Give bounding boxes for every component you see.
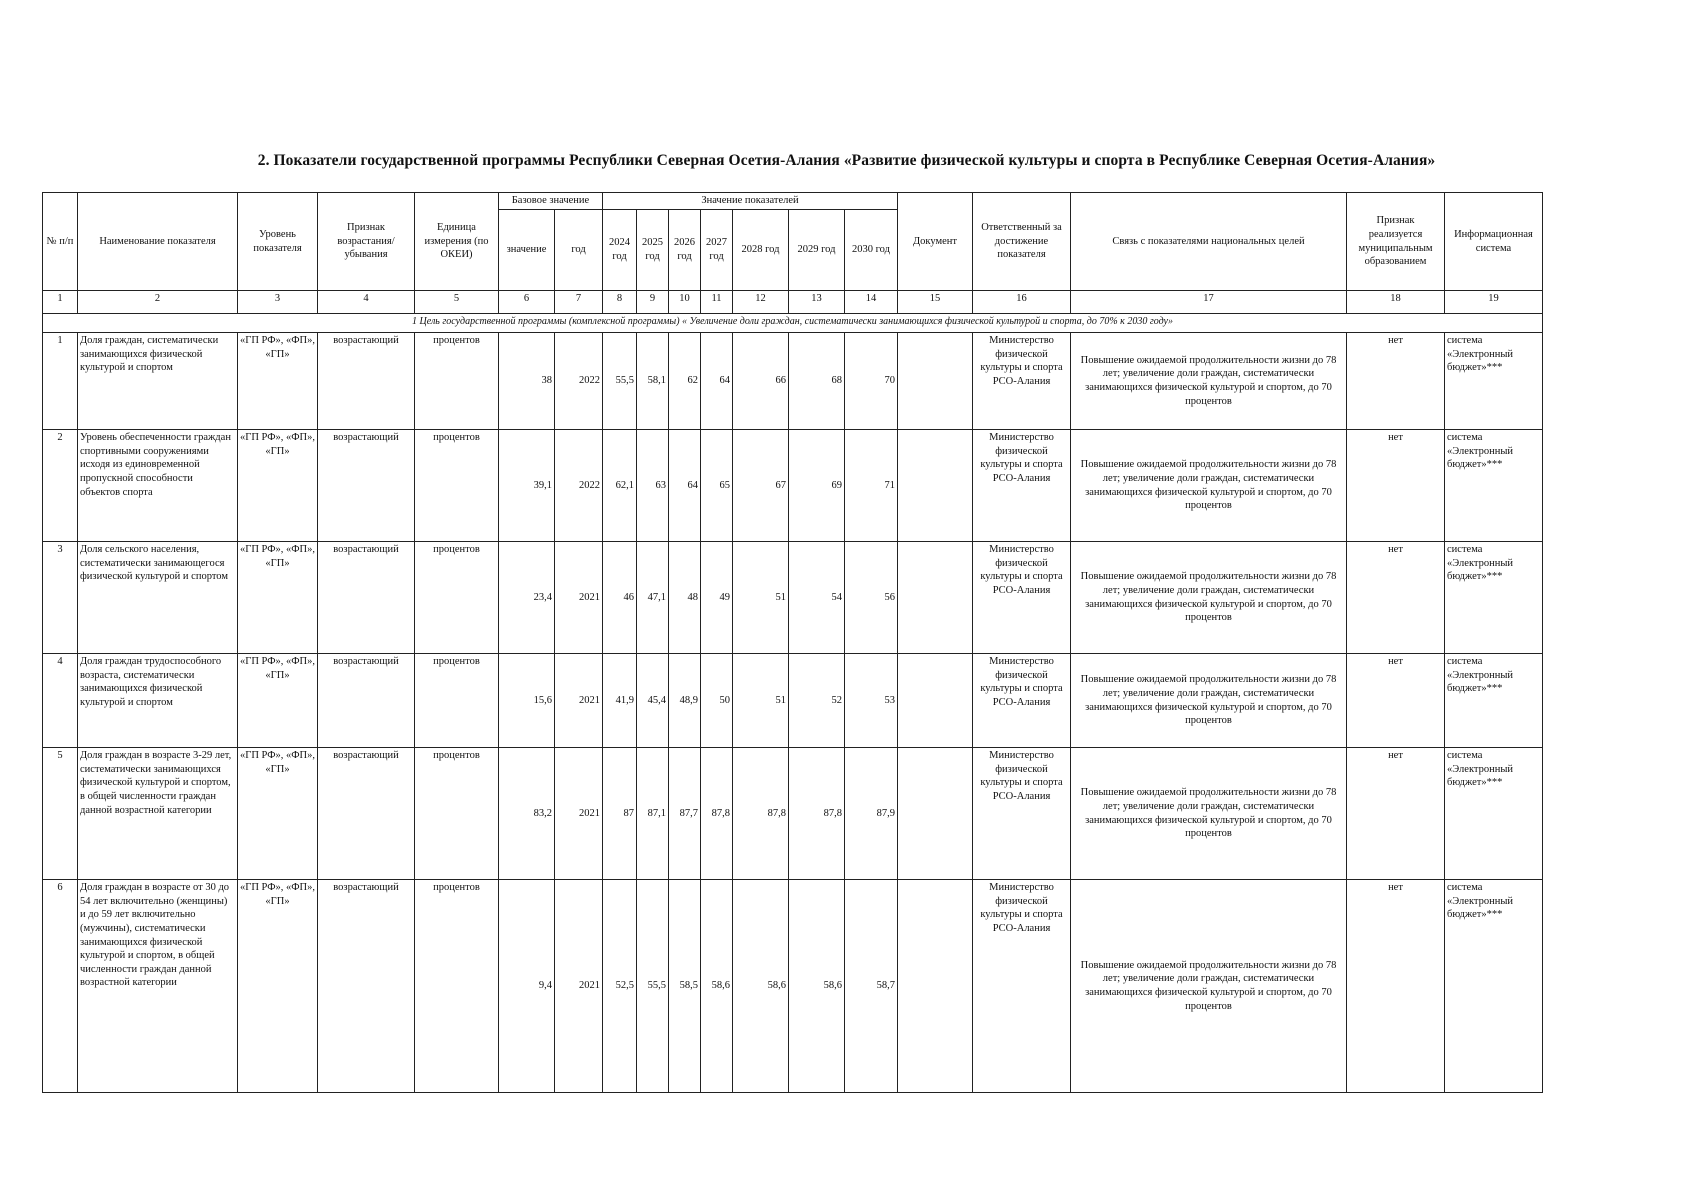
- indicator-unit: процентов: [415, 542, 499, 654]
- base-year: 2022: [555, 333, 603, 430]
- value-2029: 69: [789, 430, 845, 542]
- value-2029: 58,6: [789, 880, 845, 1093]
- document: [898, 542, 973, 654]
- indicator-unit: процентов: [415, 333, 499, 430]
- indicator-level: «ГП РФ», «ФП», «ГП»: [238, 880, 318, 1093]
- header-year-2027: 2027 год: [701, 210, 733, 291]
- row-number: 2: [43, 430, 78, 542]
- header-link: Связь с показателями национальных целей: [1071, 193, 1347, 291]
- column-number: 6: [499, 291, 555, 314]
- header-year-2025: 2025 год: [637, 210, 669, 291]
- indicator-trend: возрастающий: [318, 333, 415, 430]
- indicator-trend: возрастающий: [318, 542, 415, 654]
- national-goal-link: Повышение ожидаемой продолжительности жизни до 78 лет; увеличение доли граждан, систематически занимающихся физической культурой и спортом, до 70 процентов: [1071, 542, 1347, 654]
- value-2024: 52,5: [603, 880, 637, 1093]
- value-2026: 48,9: [669, 654, 701, 748]
- column-number: 13: [789, 291, 845, 314]
- column-number: 2: [78, 291, 238, 314]
- goal-row: [43, 314, 1543, 333]
- value-2025: 58,1: [637, 333, 669, 430]
- value-2028: 66: [733, 333, 789, 430]
- column-number: 12: [733, 291, 789, 314]
- header-year-2029: 2029 год: [789, 210, 845, 291]
- header-level: Уровень показателя: [238, 193, 318, 291]
- value-2030: 56: [845, 542, 898, 654]
- base-value: 38: [499, 333, 555, 430]
- value-2024: 62,1: [603, 430, 637, 542]
- value-2025: 45,4: [637, 654, 669, 748]
- column-number: 15: [898, 291, 973, 314]
- indicator-row: [43, 333, 1543, 430]
- header-year-2026: 2026 год: [669, 210, 701, 291]
- municipal-flag: нет: [1347, 748, 1445, 880]
- value-2029: 52: [789, 654, 845, 748]
- indicator-level: «ГП РФ», «ФП», «ГП»: [238, 542, 318, 654]
- column-number: 4: [318, 291, 415, 314]
- municipal-flag: нет: [1347, 654, 1445, 748]
- value-2030: 70: [845, 333, 898, 430]
- indicator-unit: процентов: [415, 748, 499, 880]
- header-year-2028: 2028 год: [733, 210, 789, 291]
- indicator-row: [43, 654, 1543, 748]
- value-2027: 50: [701, 654, 733, 748]
- value-2030: 58,7: [845, 880, 898, 1093]
- national-goal-link: Повышение ожидаемой продолжительности жизни до 78 лет; увеличение доли граждан, систематически занимающихся физической культурой и спортом, до 70 процентов: [1071, 333, 1347, 430]
- value-2030: 87,9: [845, 748, 898, 880]
- row-number: 4: [43, 654, 78, 748]
- indicator-row: [43, 542, 1543, 654]
- column-numbers-row: [43, 291, 1543, 314]
- column-number: 11: [701, 291, 733, 314]
- value-2028: 51: [733, 542, 789, 654]
- header-base-value: значение: [499, 210, 555, 291]
- indicator-name: Доля граждан в возрасте от 30 до 54 лет включительно (женщины) и до 59 лет включительно (мужчины), систематически занимающихся физической культурой и спортом, в общей численности граждан данной возрастной категории: [78, 880, 238, 1093]
- value-2025: 87,1: [637, 748, 669, 880]
- value-2030: 71: [845, 430, 898, 542]
- indicators-table: [42, 192, 1543, 1093]
- indicator-name: Доля граждан, систематически занимающихся физической культурой и спортом: [78, 333, 238, 430]
- indicator-name: Уровень обеспеченности граждан спортивными сооружениями исходя из единовременной пропускной способности объектов спорта: [78, 430, 238, 542]
- column-number: 5: [415, 291, 499, 314]
- value-2029: 87,8: [789, 748, 845, 880]
- national-goal-link: Повышение ожидаемой продолжительности жизни до 78 лет; увеличение доли граждан, систематически занимающихся физической культурой и спортом, до 70 процентов: [1071, 880, 1347, 1093]
- responsible-body: Министерство физической культуры и спорта РСО-Алания: [973, 880, 1071, 1093]
- indicator-unit: процентов: [415, 880, 499, 1093]
- row-number: 1: [43, 333, 78, 430]
- header-year-2024: 2024 год: [603, 210, 637, 291]
- indicator-row: [43, 880, 1543, 1093]
- row-number: 6: [43, 880, 78, 1093]
- header-municipal: Признак реализуется муниципальным образованием: [1347, 193, 1445, 291]
- value-2024: 41,9: [603, 654, 637, 748]
- indicator-level: «ГП РФ», «ФП», «ГП»: [238, 654, 318, 748]
- value-2030: 53: [845, 654, 898, 748]
- municipal-flag: нет: [1347, 542, 1445, 654]
- column-number: 3: [238, 291, 318, 314]
- indicator-level: «ГП РФ», «ФП», «ГП»: [238, 748, 318, 880]
- column-number: 8: [603, 291, 637, 314]
- base-year: 2022: [555, 430, 603, 542]
- municipal-flag: нет: [1347, 430, 1445, 542]
- value-2029: 68: [789, 333, 845, 430]
- indicator-trend: возрастающий: [318, 748, 415, 880]
- indicator-unit: процентов: [415, 430, 499, 542]
- responsible-body: Министерство физической культуры и спорта РСО-Алания: [973, 333, 1071, 430]
- base-value: 23,4: [499, 542, 555, 654]
- header-responsible: Ответственный за достижение показателя: [973, 193, 1071, 291]
- header-unit: Единица измерения (по ОКЕИ): [415, 193, 499, 291]
- information-system: система «Электронный бюджет»***: [1445, 333, 1543, 430]
- column-number: 14: [845, 291, 898, 314]
- indicator-level: «ГП РФ», «ФП», «ГП»: [238, 333, 318, 430]
- value-2026: 48: [669, 542, 701, 654]
- row-number: 5: [43, 748, 78, 880]
- base-year: 2021: [555, 542, 603, 654]
- header-base-group: Базовое значение: [499, 193, 603, 210]
- document: [898, 880, 973, 1093]
- municipal-flag: нет: [1347, 880, 1445, 1093]
- information-system: система «Электронный бюджет»***: [1445, 542, 1543, 654]
- column-number: 9: [637, 291, 669, 314]
- base-value: 9,4: [499, 880, 555, 1093]
- indicator-row: [43, 748, 1543, 880]
- document: [898, 430, 973, 542]
- indicator-name: Доля граждан в возрасте 3-29 лет, систематически занимающихся физической культурой и спортом, в общей численности граждан данной возрастной категории: [78, 748, 238, 880]
- information-system: система «Электронный бюджет»***: [1445, 880, 1543, 1093]
- header-base-year: год: [555, 210, 603, 291]
- municipal-flag: нет: [1347, 333, 1445, 430]
- header-trend: Признак возрастания/ убывания: [318, 193, 415, 291]
- table-body: [43, 291, 1543, 1093]
- header-year-2030: 2030 год: [845, 210, 898, 291]
- value-2026: 58,5: [669, 880, 701, 1093]
- value-2024: 46: [603, 542, 637, 654]
- base-year: 2021: [555, 880, 603, 1093]
- column-number: 16: [973, 291, 1071, 314]
- header-name: Наименование показателя: [78, 193, 238, 291]
- responsible-body: Министерство физической культуры и спорта РСО-Алания: [973, 542, 1071, 654]
- indicator-name: Доля граждан трудоспособного возраста, систематически занимающихся физической культурой и спортом: [78, 654, 238, 748]
- value-2028: 51: [733, 654, 789, 748]
- header-values-group: Значение показателей: [603, 193, 898, 210]
- column-number: 1: [43, 291, 78, 314]
- value-2024: 87: [603, 748, 637, 880]
- information-system: система «Электронный бюджет»***: [1445, 748, 1543, 880]
- indicator-trend: возрастающий: [318, 430, 415, 542]
- document: [898, 333, 973, 430]
- information-system: система «Электронный бюджет»***: [1445, 430, 1543, 542]
- indicator-trend: возрастающий: [318, 654, 415, 748]
- header-document: Документ: [898, 193, 973, 291]
- value-2027: 87,8: [701, 748, 733, 880]
- information-system: система «Электронный бюджет»***: [1445, 654, 1543, 748]
- value-2027: 65: [701, 430, 733, 542]
- value-2026: 87,7: [669, 748, 701, 880]
- value-2025: 47,1: [637, 542, 669, 654]
- national-goal-link: Повышение ожидаемой продолжительности жизни до 78 лет; увеличение доли граждан, систематически занимающихся физической культурой и спортом, до 70 процентов: [1071, 654, 1347, 748]
- responsible-body: Министерство физической культуры и спорта РСО-Алания: [973, 430, 1071, 542]
- document: [898, 654, 973, 748]
- responsible-body: Министерство физической культуры и спорта РСО-Алания: [973, 748, 1071, 880]
- goal-text: 1 Цель государственной программы (комплексной программы) « Увеличение доли граждан, систематически занимающихся физической культурой и спорта, до 70% к 2030 году»: [43, 314, 1543, 333]
- value-2024: 55,5: [603, 333, 637, 430]
- column-number: 7: [555, 291, 603, 314]
- column-number: 10: [669, 291, 701, 314]
- value-2026: 64: [669, 430, 701, 542]
- base-value: 39,1: [499, 430, 555, 542]
- value-2026: 62: [669, 333, 701, 430]
- header-infosys: Информационная система: [1445, 193, 1543, 291]
- indicator-trend: возрастающий: [318, 880, 415, 1093]
- indicator-level: «ГП РФ», «ФП», «ГП»: [238, 430, 318, 542]
- indicator-name: Доля сельского населения, систематически занимающегося физической культурой и спортом: [78, 542, 238, 654]
- value-2028: 87,8: [733, 748, 789, 880]
- header-no: № п/п: [43, 193, 78, 291]
- value-2028: 58,6: [733, 880, 789, 1093]
- value-2025: 55,5: [637, 880, 669, 1093]
- column-number: 17: [1071, 291, 1347, 314]
- page-title: 2. Показатели государственной программы Республики Северная Осетия-Алания «Развитие физической культуры и спорта в Республике Северная Осетия-Алания»: [257, 152, 1436, 169]
- value-2027: 64: [701, 333, 733, 430]
- column-number: 19: [1445, 291, 1543, 314]
- indicator-unit: процентов: [415, 654, 499, 748]
- document: [898, 748, 973, 880]
- value-2027: 58,6: [701, 880, 733, 1093]
- base-year: 2021: [555, 654, 603, 748]
- row-number: 3: [43, 542, 78, 654]
- base-value: 83,2: [499, 748, 555, 880]
- responsible-body: Министерство физической культуры и спорта РСО-Алания: [973, 654, 1071, 748]
- value-2027: 49: [701, 542, 733, 654]
- base-year: 2021: [555, 748, 603, 880]
- indicator-row: [43, 430, 1543, 542]
- national-goal-link: Повышение ожидаемой продолжительности жизни до 78 лет; увеличение доли граждан, систематически занимающихся физической культурой и спортом, до 70 процентов: [1071, 430, 1347, 542]
- value-2025: 63: [637, 430, 669, 542]
- national-goal-link: Повышение ожидаемой продолжительности жизни до 78 лет; увеличение доли граждан, систематически занимающихся физической культурой и спортом, до 70 процентов: [1071, 748, 1347, 880]
- base-value: 15,6: [499, 654, 555, 748]
- value-2029: 54: [789, 542, 845, 654]
- column-number: 18: [1347, 291, 1445, 314]
- value-2028: 67: [733, 430, 789, 542]
